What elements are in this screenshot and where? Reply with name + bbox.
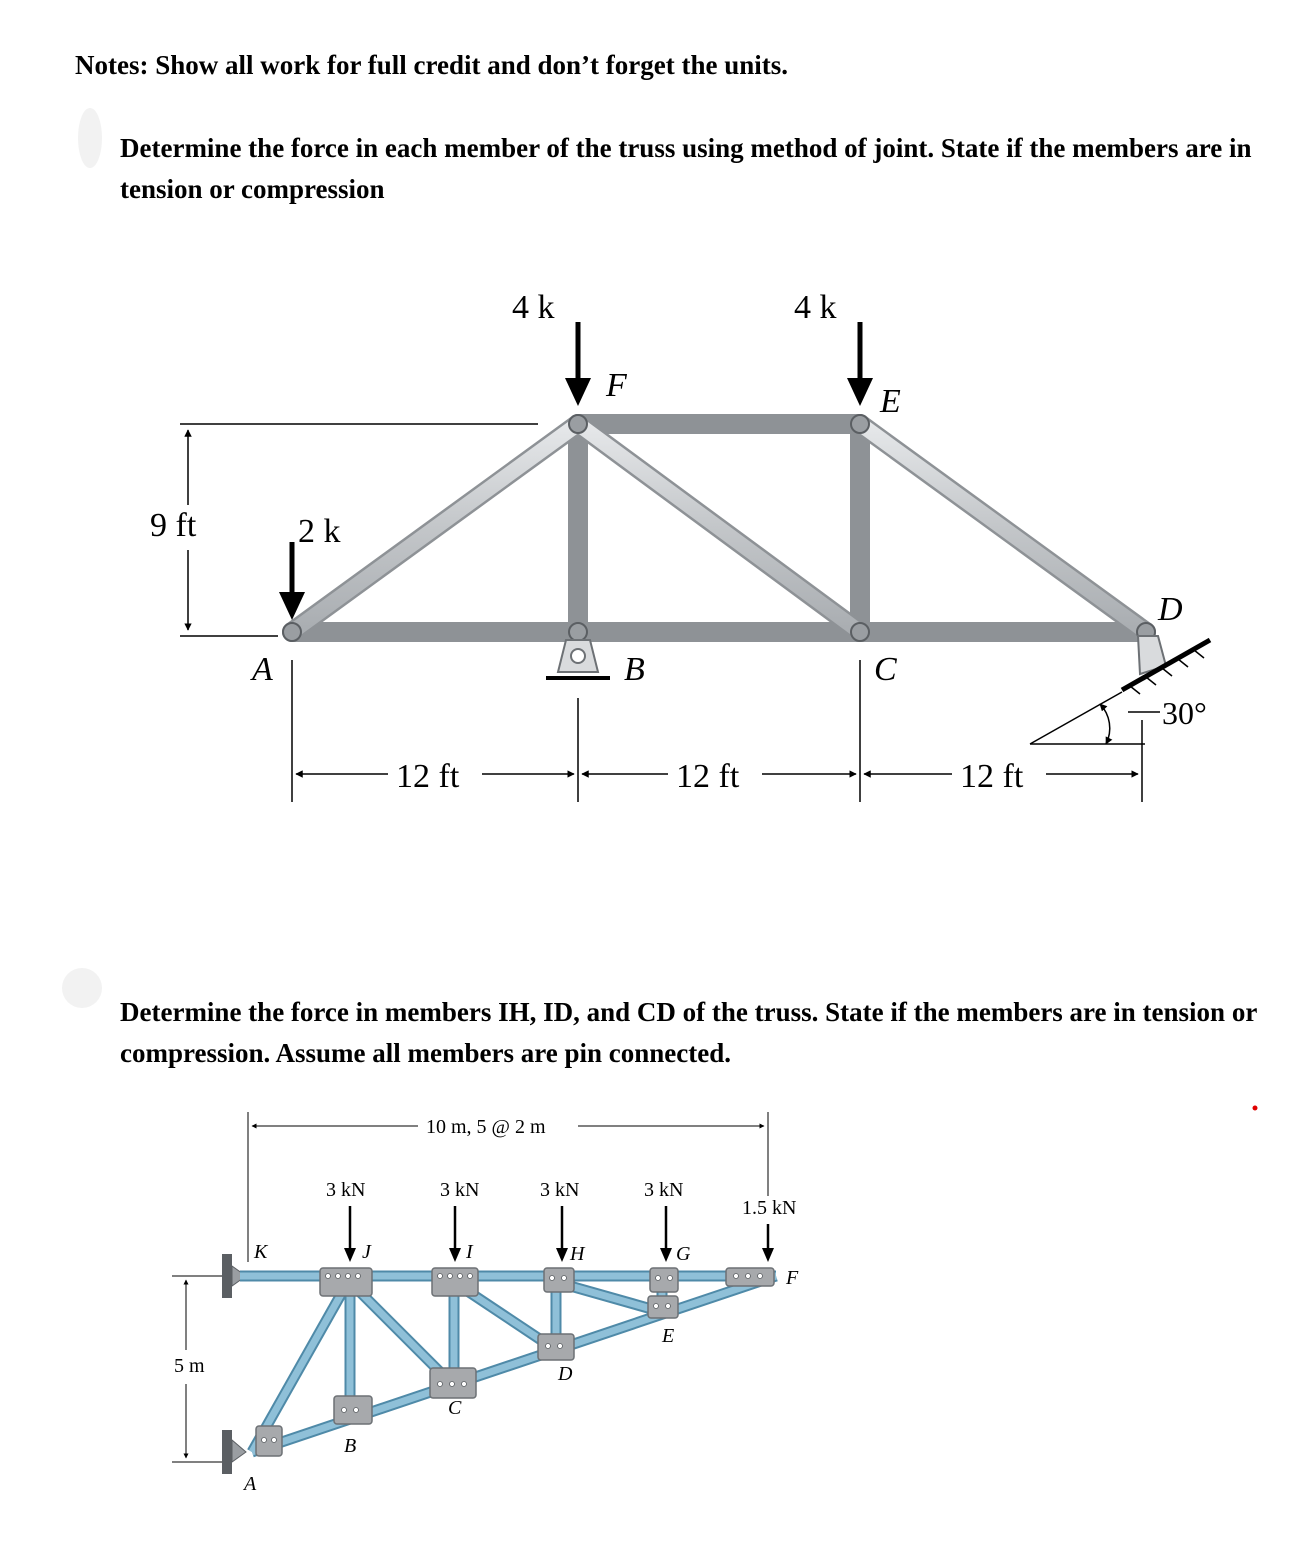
span-label-1: 12 ft: [396, 758, 460, 795]
pin-E: [851, 415, 869, 433]
joint-label-D: D: [558, 1363, 573, 1385]
joint-label-K: K: [254, 1241, 268, 1263]
problem-1-statement: Determine the force in each member of the truss using method of joint. State if the members are in tension or compression: [120, 133, 1252, 204]
joint-label-B: B: [624, 651, 645, 688]
angle-annotation: [1030, 692, 1160, 744]
pin-A: [283, 623, 301, 641]
height-label-9ft: 9 ft: [150, 507, 197, 544]
member-ED: [860, 424, 1146, 632]
truss-figure-2: [172, 1112, 799, 1495]
roller-support-D: [1122, 636, 1210, 694]
joint-label-G: G: [676, 1243, 691, 1265]
notes-line: Notes: Show all work for full credit and don’t forget the units.: [75, 50, 788, 80]
joint-label-C: C: [874, 651, 897, 688]
joint-label-A: A: [252, 651, 273, 688]
load-label-J: 3 kN: [326, 1179, 366, 1201]
joint-label-B: B: [344, 1435, 357, 1457]
truss-1-members: [292, 424, 1146, 632]
joint-label-I: I: [466, 1241, 473, 1263]
height-label-5m: 5 m: [174, 1355, 205, 1377]
load-arrows-2: [344, 1206, 774, 1262]
problem-2-statement: Determine the force in members IH, ID, and CD of the truss. State if the members are in tension or compression. Assume all members are pin connected.: [120, 997, 1257, 1068]
pin-F: [569, 415, 587, 433]
joint-label-H: H: [570, 1243, 585, 1265]
load-label-I: 3 kN: [440, 1179, 480, 1201]
truss-figure-1: [150, 289, 1210, 802]
pin-C: [851, 623, 869, 641]
red-dot: [1253, 1106, 1258, 1111]
wall-supports: [222, 1254, 246, 1474]
angle-label-30: 30°: [1162, 695, 1207, 731]
joint-label-A: A: [244, 1473, 257, 1495]
load-label-F: 4 k: [512, 289, 555, 326]
load-label-A: 2 k: [298, 513, 341, 550]
load-label-H: 3 kN: [540, 1179, 580, 1201]
member-FC: [578, 424, 860, 632]
pin-B: [569, 623, 587, 641]
load-label-G: 3 kN: [644, 1179, 684, 1201]
joint-label-F: F: [786, 1267, 799, 1289]
load-label-E: 4 k: [794, 289, 837, 326]
joint-label-E: E: [880, 383, 901, 420]
span-label-2: 12 ft: [676, 758, 740, 795]
height-dimension: [180, 424, 538, 636]
pin-support-B: [546, 640, 610, 678]
span-label-10m: 10 m, 5 @ 2 m: [426, 1116, 546, 1138]
span-label-3: 12 ft: [960, 758, 1024, 795]
truss-2-members: [240, 1276, 776, 1452]
joint-label-D: D: [1158, 591, 1183, 628]
load-label-F: 1.5 kN: [742, 1197, 797, 1219]
joint-label-F: F: [606, 367, 627, 404]
joint-label-E: E: [662, 1325, 675, 1347]
joint-label-C: C: [448, 1397, 462, 1419]
joint-label-J: J: [362, 1241, 371, 1263]
